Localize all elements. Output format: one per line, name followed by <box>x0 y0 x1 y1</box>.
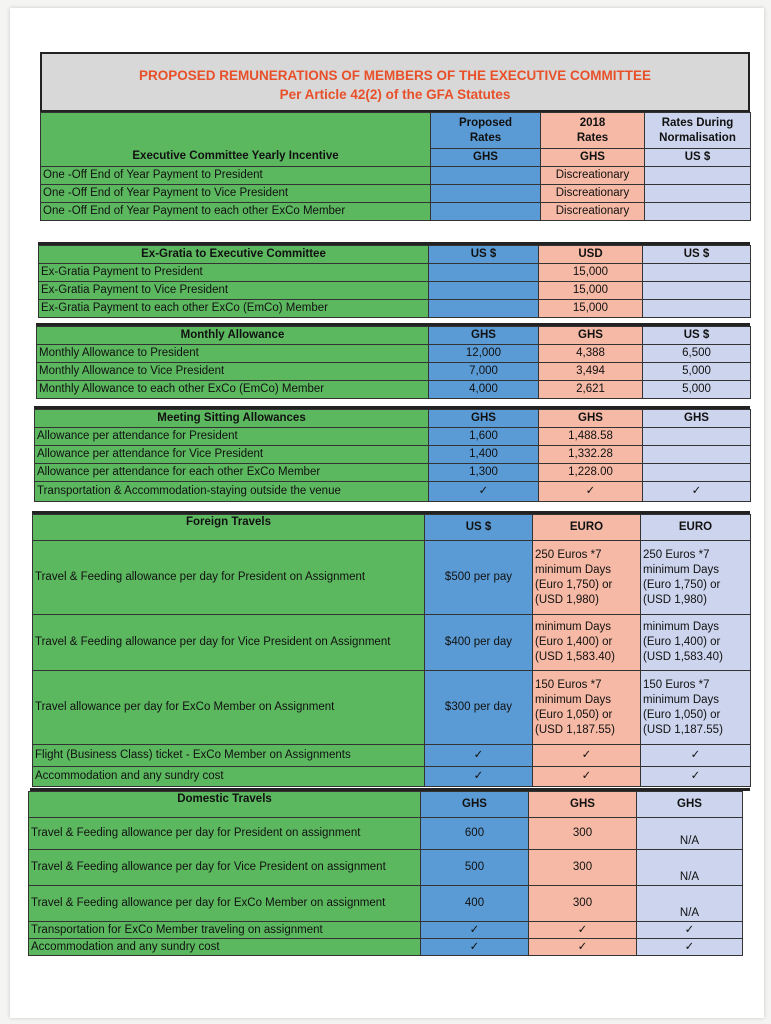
currency-2018: GHS <box>529 792 637 818</box>
row-label: Travel & Feeding allowance per day for ExCo Member on assignment <box>29 886 421 922</box>
value-2018: 2,621 <box>539 381 643 399</box>
currency-normalisation: GHS <box>637 792 743 818</box>
currency-2018: EURO <box>533 515 641 541</box>
row-label: Transportation & Accommodation-staying outside the venue <box>35 482 429 502</box>
section-domestic-travels <box>28 791 743 956</box>
currency-proposed: GHS <box>421 792 529 818</box>
value-proposed: $300 per day <box>425 671 533 745</box>
check-mark: ✓ <box>637 939 743 956</box>
check-mark: ✓ <box>641 745 751 767</box>
value-2018: minimum Days (Euro 1,400) or (USD 1,583.40) <box>533 615 641 671</box>
row-label: Monthly Allowance to Vice President <box>37 363 429 381</box>
section-heading: Foreign Travels <box>33 515 425 541</box>
row-label: Travel allowance per day for ExCo Member on Assignment <box>33 671 425 745</box>
currency-normalisation: US $ <box>645 149 751 167</box>
col-proposed-header: Proposed Rates <box>431 113 541 149</box>
section-ex-gratia <box>38 245 751 318</box>
value-proposed: $400 per day <box>425 615 533 671</box>
check-mark: ✓ <box>429 482 539 502</box>
check-mark: ✓ <box>425 767 533 787</box>
currency-2018: GHS <box>539 327 643 345</box>
value-normalisation: N/A <box>637 886 743 922</box>
section-meeting-allowances <box>34 409 751 502</box>
row-label: Allowance per attendance for Vice President <box>35 446 429 464</box>
check-mark: ✓ <box>529 922 637 939</box>
value-normalisation: 250 Euros *7 minimum Days (Euro 1,750) or (USD 1,980) <box>641 541 751 615</box>
value-2018: 1,488.58 <box>539 428 643 446</box>
value-2018: 250 Euros *7 minimum Days (Euro 1,750) or (USD 1,980) <box>533 541 641 615</box>
row-label: Travel & Feeding allowance per day for President on Assignment <box>33 541 425 615</box>
title-line-1: PROPOSED REMUNERATIONS OF MEMBERS OF THE EXECUTIVE COMMITTEE <box>138 68 652 83</box>
row-label: Monthly Allowance to President <box>37 345 429 363</box>
check-mark: ✓ <box>533 767 641 787</box>
col-2018-header: 2018 Rates <box>541 113 645 149</box>
col-normalisation-header: Rates During Normalisation <box>645 113 751 149</box>
value-proposed: 4,000 <box>429 381 539 399</box>
currency-2018: USD <box>539 246 643 264</box>
value-2018: 300 <box>529 818 637 850</box>
section-foreign-travels <box>32 514 751 787</box>
row-label: One -Off End of Year Payment to Vice President <box>41 185 431 203</box>
currency-normalisation: US $ <box>643 246 751 264</box>
value-2018: Discreationary <box>541 167 645 185</box>
currency-2018: GHS <box>541 149 645 167</box>
check-mark: ✓ <box>425 745 533 767</box>
currency-proposed: US $ <box>429 246 539 264</box>
row-label: Accommodation and any sundry cost <box>29 939 421 956</box>
row-label: One -Off End of Year Payment to each other ExCo Member <box>41 203 431 221</box>
value-proposed: $500 per pay <box>425 541 533 615</box>
currency-2018: GHS <box>539 410 643 428</box>
value-proposed: 400 <box>421 886 529 922</box>
currency-normalisation: EURO <box>641 515 751 541</box>
currency-proposed: GHS <box>429 327 539 345</box>
document-title <box>40 52 750 112</box>
row-label: Ex-Gratia Payment to Vice President <box>39 282 429 300</box>
value-normalisation: 150 Euros *7 minimum Days (Euro 1,050) or (USD 1,187.55) <box>641 671 751 745</box>
value-2018: Discreationary <box>541 185 645 203</box>
section-yearly-incentive <box>40 112 751 221</box>
value-proposed: 1,600 <box>429 428 539 446</box>
value-2018: 300 <box>529 886 637 922</box>
row-label: Travel & Feeding allowance per day for Vice President on Assignment <box>33 615 425 671</box>
value-normalisation: 5,000 <box>643 363 751 381</box>
check-mark: ✓ <box>641 767 751 787</box>
value-2018: 3,494 <box>539 363 643 381</box>
title-line-2: Per Article 42(2) of the GFA Statutes <box>279 87 511 102</box>
value-proposed: 12,000 <box>429 345 539 363</box>
check-mark: ✓ <box>421 922 529 939</box>
row-label: Executive Committee Yearly Incentive One -Off End of Year Payment to President <box>41 167 431 185</box>
value-proposed: 1,400 <box>429 446 539 464</box>
row-label: Monthly Allowance to each other ExCo (EmCo) Member <box>37 381 429 399</box>
value-normalisation: 6,500 <box>643 345 751 363</box>
row-label: Ex-Gratia Payment to President <box>39 264 429 282</box>
section-heading: Executive Committee Yearly Incentive <box>132 150 339 162</box>
remuneration-document <box>28 52 750 972</box>
value-2018: Discreationary <box>541 203 645 221</box>
value-2018: 4,388 <box>539 345 643 363</box>
currency-proposed: GHS <box>429 410 539 428</box>
row-label: Flight (Business Class) ticket - ExCo Member on Assignments <box>33 745 425 767</box>
check-mark: ✓ <box>421 939 529 956</box>
value-2018: 300 <box>529 850 637 886</box>
section-heading: Domestic Travels <box>29 792 421 818</box>
check-mark: ✓ <box>529 939 637 956</box>
value-2018: 1,332.28 <box>539 446 643 464</box>
check-mark: ✓ <box>643 482 751 502</box>
value-2018: 150 Euros *7 minimum Days (Euro 1,050) or (USD 1,187.55) <box>533 671 641 745</box>
row-label: Allowance per attendance for each other ExCo Member <box>35 464 429 482</box>
section-heading: Meeting Sitting Allowances <box>35 410 429 428</box>
value-proposed: 7,000 <box>429 363 539 381</box>
row-label: Travel & Feeding allowance per day for President on assignment <box>29 818 421 850</box>
section-heading: Monthly Allowance <box>37 327 429 345</box>
value-normalisation: minimum Days (Euro 1,400) or (USD 1,583.40) <box>641 615 751 671</box>
value-2018: 15,000 <box>539 282 643 300</box>
row-label: Transportation for ExCo Member traveling on assignment <box>29 922 421 939</box>
value-2018: 1,228.00 <box>539 464 643 482</box>
value-normalisation: 5,000 <box>643 381 751 399</box>
value-proposed: 1,300 <box>429 464 539 482</box>
row-label: Allowance per attendance for President <box>35 428 429 446</box>
section-heading: Ex-Gratia to Executive Committee <box>39 246 429 264</box>
row-label: Ex-Gratia Payment to each other ExCo (EmCo) Member <box>39 300 429 318</box>
currency-normalisation: US $ <box>643 327 751 345</box>
value-normalisation: N/A <box>637 850 743 886</box>
currency-proposed: GHS <box>431 149 541 167</box>
value-2018: 15,000 <box>539 300 643 318</box>
value-proposed: 600 <box>421 818 529 850</box>
check-mark: ✓ <box>539 482 643 502</box>
row-label: Accommodation and any sundry cost <box>33 767 425 787</box>
value-proposed: 500 <box>421 850 529 886</box>
currency-normalisation: GHS <box>643 410 751 428</box>
row-label: Travel & Feeding allowance per day for Vice President on assignment <box>29 850 421 886</box>
check-mark: ✓ <box>637 922 743 939</box>
check-mark: ✓ <box>533 745 641 767</box>
value-2018: 15,000 <box>539 264 643 282</box>
currency-proposed: US $ <box>425 515 533 541</box>
section-monthly-allowance <box>36 326 751 399</box>
value-normalisation: N/A <box>637 818 743 850</box>
